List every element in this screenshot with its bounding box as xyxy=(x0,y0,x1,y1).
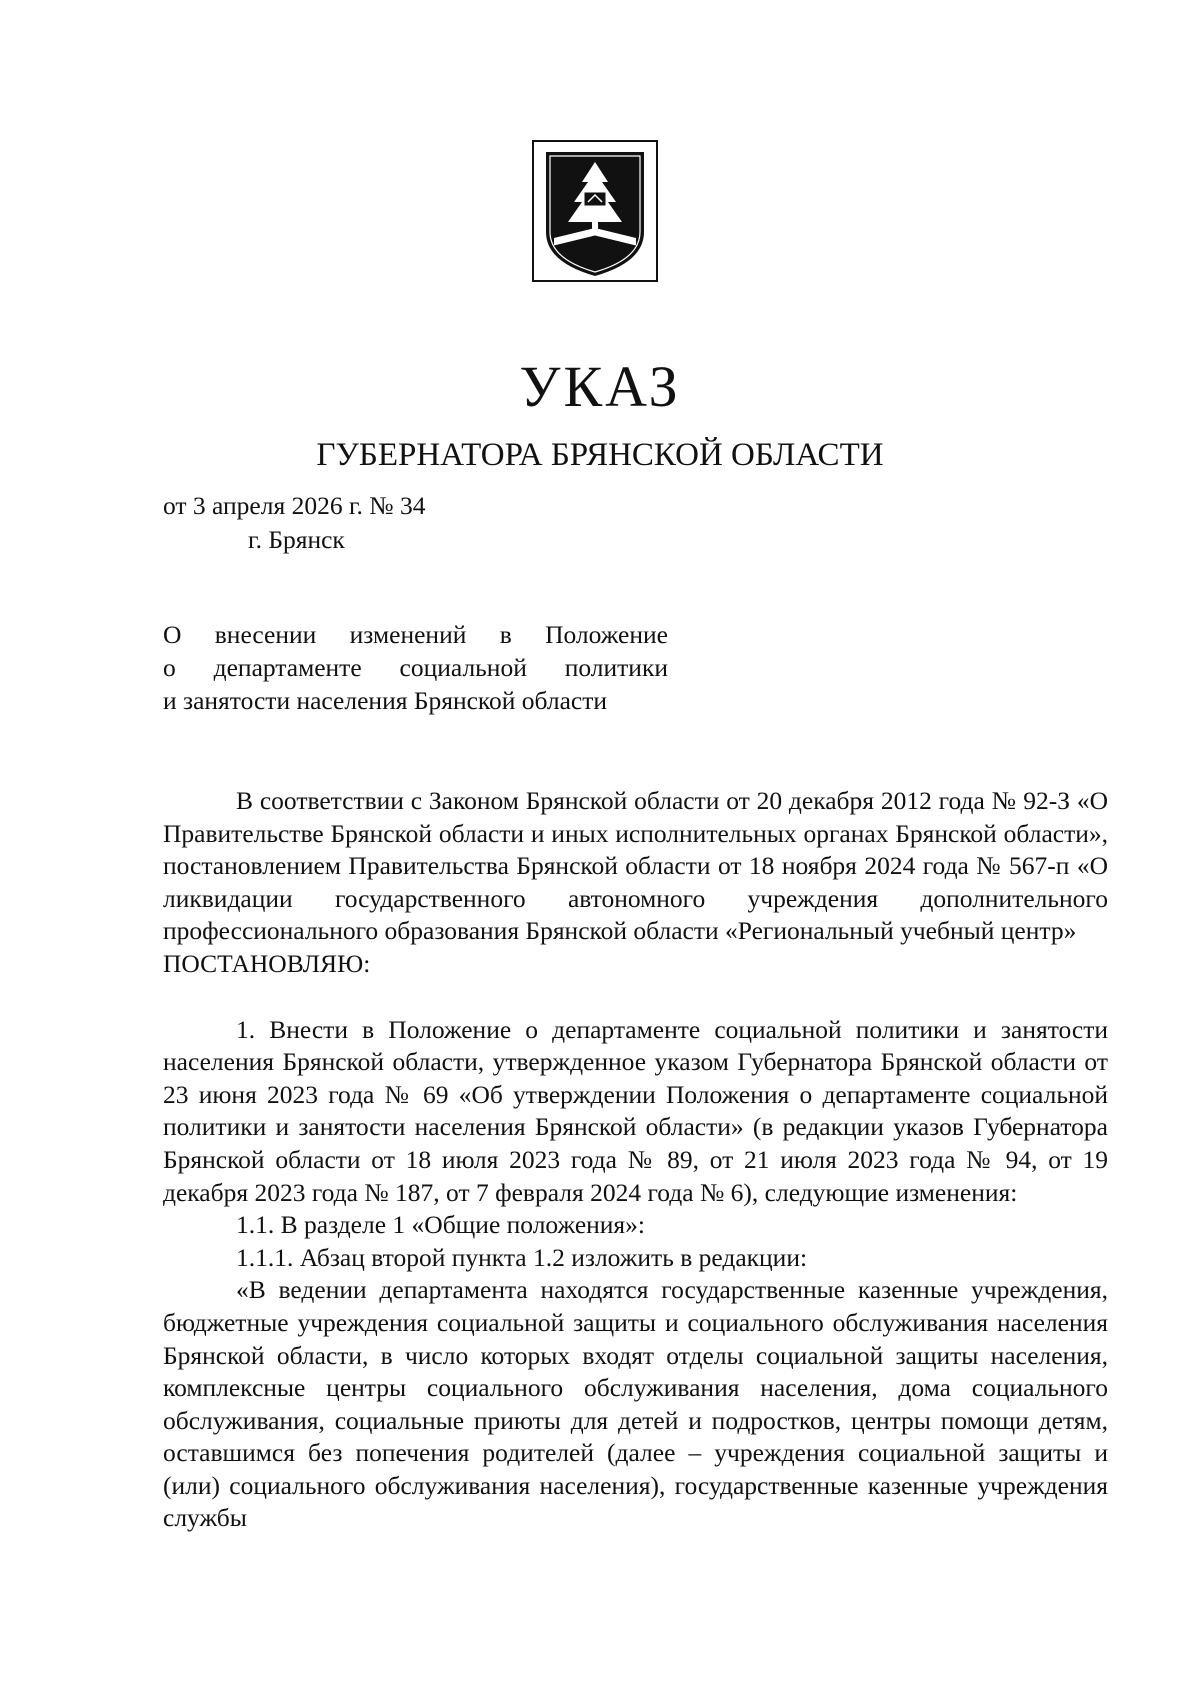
item-1-1-1-paragraph: 1.1.1. Абзац второй пункта 1.2 изложить в редакции: xyxy=(236,1242,808,1272)
quote-paragraph: «В ведении департамента находятся государственные казенные учреждения, бюджетные учреждения социальной защиты и социального обслуживания населения Брянской области, в число которых входят отделы социальной защиты населения, комплексные центры социального обслуживания населения, дома социального обслуживания, социальные приюты для детей и подростков, центры помощи детям, оставшимся без попечения родителей (далее – учреждения социальной защиты и (или) социального обслуживания населения), государственные казенные учреждения службы xyxy=(163,1275,1108,1533)
city: г. Брянск xyxy=(248,525,345,554)
item-1-1-paragraph: 1.1. В разделе 1 «Общие положения»: xyxy=(236,1210,645,1240)
subject-block xyxy=(163,618,668,717)
document-body xyxy=(163,785,1108,1535)
subject-line: О внесении изменений в Положение xyxy=(163,620,668,649)
date-number: от 3 апреля 2026 г. № 34 xyxy=(163,491,426,520)
coat-of-arms-icon xyxy=(532,140,658,282)
preamble-paragraph: В соответствии с Законом Брянской области от 20 декабря 2012 года № 92-З «О Правительстве Брянской области и иных исполнительных органах Брянской области», постановлением Правительства Брянской области от 18 ноября 2024 года № 567-п «О ликвидации государственного автономного учреждения дополнительного профессионального образования Брянской области «Региональный учебный центр» xyxy=(163,786,1108,946)
document-title: УКАЗ xyxy=(519,354,681,419)
item-1-paragraph: 1. Внести в Положение о департаменте социальной политики и занятости населения Брянской области, утвержденное указом Губернатора Брянской области от 23 июня 2023 года № 69 «Об утверждении Положения о департаменте социальной политики и занятости населения Брянской области» (в редакции указов Губернатора Брянской области от 18 июля 2023 года № 89, от 21 июля 2023 года № 94, от 19 декабря 2023 года № 187, от 7 февраля 2024 года № 6), следующие изменения: xyxy=(163,1014,1108,1207)
subject-line: и занятости населения Брянской области xyxy=(163,686,608,715)
subject-line: о департаменте социальной политики xyxy=(163,653,668,682)
resolve-statement: ПОСТАНОВЛЯЮ: xyxy=(163,948,371,978)
document-subtitle: ГУБЕРНАТОРА БРЯНСКОЙ ОБЛАСТИ xyxy=(316,437,884,473)
